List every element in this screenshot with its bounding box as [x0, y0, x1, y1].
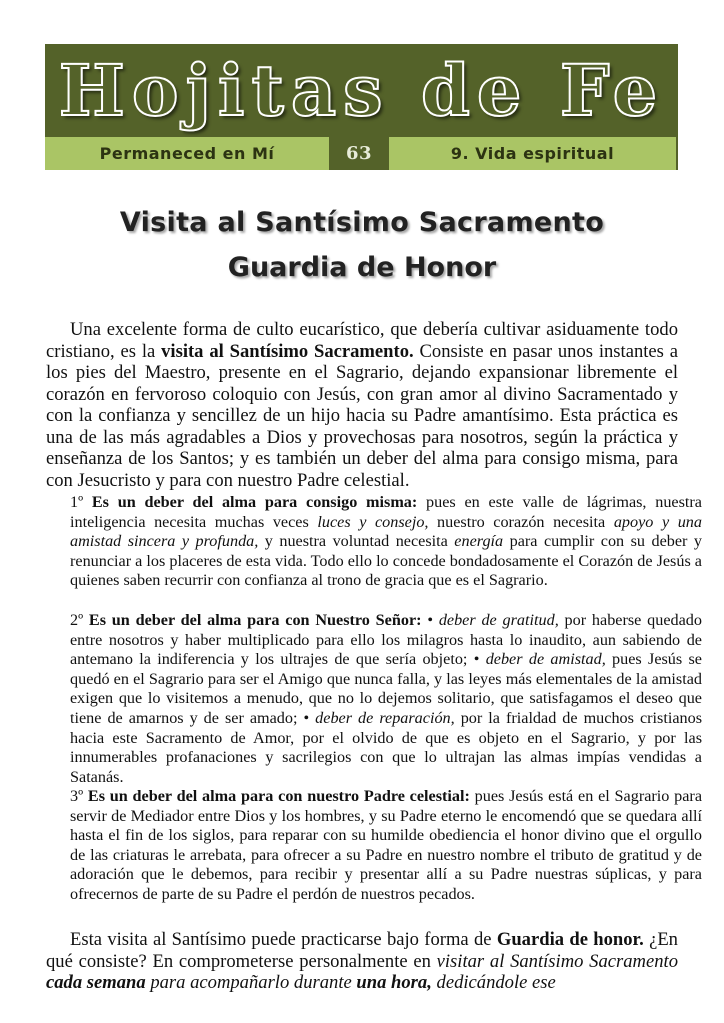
- series-label: Permaneced en Mí: [45, 137, 329, 170]
- italic: apoyo y una amistad sincera y profunda,: [70, 512, 702, 551]
- emphasis: Guardia de honor.: [496, 929, 644, 950]
- article-subtitle: Guardia de Honor: [227, 252, 497, 283]
- bold-italic: cada semana: [46, 972, 146, 993]
- text: pues Jesús está en el Sagrario para servir de Mediador entre Dios y los hombres, y su Padre eterno le encomendó que se quedara allí hasta el fin de los siglos, para reparar con su humilde obediencia el honor divino que el orgullo de las criaturas le arrebata, para ofrecer a su Padre en nuestro nombre el tributo de gratitud y de adoración que le debemos, para recibir y presentar allí a su Padre nuestras súplicas, y para ofrecernos de parte de su Padre el perdón de nuestros pecados.: [70, 787, 702, 903]
- emphasis: visita al Santísimo Sacramento.: [161, 340, 414, 362]
- article-title: Visita al Santísimo Sacramento: [119, 207, 605, 238]
- item-heading: Es un deber del alma para con Nuestro Señor:: [88, 611, 422, 629]
- duty-item-3: [46, 787, 702, 905]
- item-number: 2º: [70, 611, 89, 629]
- text: Una excelente forma de culto eucarístico, que debería cultivar asiduamente todo cristiano, es la: [46, 319, 678, 362]
- item-number: 1º: [70, 493, 92, 511]
- text: nuestro corazón necesita: [428, 512, 614, 531]
- text: pues Jesús se quedó en el Sagrario para ser el Amigo que nunca falla, y las leyes más elementales de la amistad exigen que lo visitemos a menudo, que no lo dejemos solitario, que satisfagamos el deseo que tiene de amarnos y de ser amado; •: [70, 650, 702, 727]
- section-label: 9. Vida espiritual: [389, 137, 676, 170]
- italic: deber de reparación,: [315, 708, 455, 727]
- bold-italic: una hora,: [356, 972, 432, 993]
- italic: energía: [454, 532, 504, 551]
- text: Consiste en pasar unos instantes a los pies del Maestro, presente en el Sagrario, dejando expansionar libremente el corazón en fervoroso coloquio con Jesús, con gran amor al divino Sacramentado y con la confianza y sencillez de un hijo hacia su Padre amantísimo. Esta práctica es una de las más agradables a Dios y provechosas para nosotros, según la práctica y enseñanza de los Santos; y es también un deber del alma para consigo misma, para con Jesucristo y para con nuestro Padre celestial.: [46, 340, 679, 491]
- text: por haberse quedado entre nosotros y haber multiplicado para ello los milagros hasta lo inaudito, aun sabiendo de antemano la indiferencia y los ultrajes de que sería objeto; •: [70, 611, 702, 669]
- item-heading: Es un deber del alma para consigo misma:: [91, 493, 418, 511]
- item-heading: Es un deber del alma para con nuestro Padre celestial:: [87, 787, 470, 805]
- intro-paragraph: [46, 319, 678, 491]
- italic: visitar al Santísimo Sacramento: [436, 950, 678, 972]
- italic: luces y consejo,: [317, 512, 429, 531]
- duty-item-2: [46, 611, 702, 787]
- text: •: [421, 611, 439, 629]
- item-number: 3º: [70, 787, 88, 805]
- italic: deber de amistad,: [485, 650, 606, 669]
- text: y nuestra voluntad necesita: [258, 532, 455, 551]
- text: por la frialdad de muchos cristianos hacia este Sacramento de Amor, por el olvido de que es objeto en el Sagrario, y por las innumerables profanaciones y sacrilegios con que lo ultrajan las almas impías vendidas a Satanás.: [70, 708, 702, 786]
- italic: deber de gratitud,: [438, 611, 559, 629]
- text: Esta visita al Santísimo puede practicarse bajo forma de: [70, 929, 497, 950]
- text: pues en este valle de lágrimas, nuestra inteligencia necesita muchas veces: [70, 493, 702, 531]
- masthead-header: [45, 44, 678, 170]
- italic: dedicándole ese: [431, 972, 556, 993]
- text: ¿En qué consiste? En comprometerse personalmente en: [46, 929, 678, 972]
- issue-number: 63: [329, 137, 389, 170]
- text: para cumplir con su deber y renunciar a los placeres de esta vida. Todo ello lo concede bondadosamente el Corazón de Jesús a quienes saben recurrir con confianza al trono de gracia que es el Sagrario.: [70, 532, 702, 590]
- italic: para acompañarlo durante: [145, 972, 357, 993]
- masthead-title: Hojitas de Fe: [58, 48, 665, 132]
- duty-item-1: [46, 493, 702, 591]
- closing-paragraph: [46, 929, 678, 994]
